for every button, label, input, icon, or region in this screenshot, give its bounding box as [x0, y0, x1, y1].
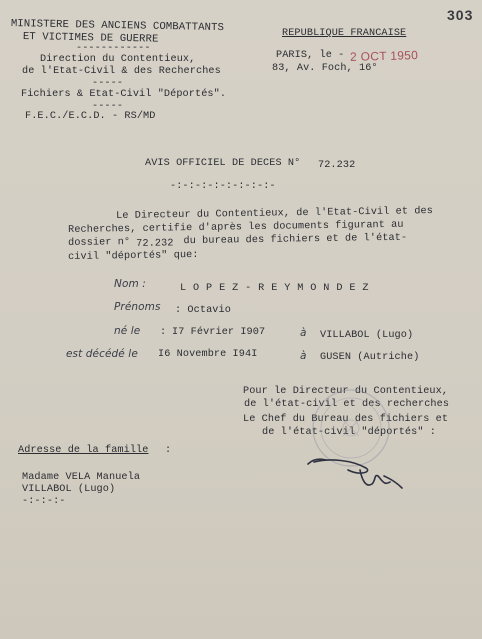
- official-seal-icon: [313, 390, 389, 466]
- birth-label: né le: [114, 325, 141, 337]
- title-separator: -:-:-:-:-:-:-:-:-: [170, 181, 276, 192]
- birth-place: VILLABOL (Lugo): [320, 330, 414, 341]
- prenoms-label: Prénoms: [114, 301, 161, 313]
- direction-line-2: de l'Etat-Civil & des Recherches: [22, 66, 221, 77]
- signature-line-4: de l'état-civil "déportés" :: [262, 427, 436, 438]
- page-number: 303: [447, 7, 474, 23]
- dossier-number: 72.232: [136, 238, 174, 250]
- header-rule-2: -----: [92, 78, 124, 89]
- body-line-4: civil "déportés" que:: [68, 249, 199, 263]
- death-date: I6 Novembre I94I: [158, 349, 258, 360]
- date-stamp: 2 OCT 1950: [349, 48, 419, 64]
- header-rule-1: ------------: [76, 43, 151, 54]
- birth-colon: :: [160, 327, 167, 338]
- death-notice-number: 72.232: [318, 160, 356, 171]
- body-line-2: Recherches, certifie d'après les documents figurant au: [68, 219, 404, 236]
- ministry-line-2: ET VICTIMES DE GUERRE: [22, 31, 159, 46]
- signature-line-2: de l'état-civil et des recherches: [244, 399, 450, 410]
- family-heading: Adresse de la famille: [18, 445, 149, 456]
- family-end-mark: -:-:-:-: [22, 496, 66, 507]
- republic-heading: REPUBLIQUE FRANCAISE: [282, 28, 407, 39]
- body-line-3-prefix: dossier n°: [68, 237, 131, 249]
- birth-place-prep: à: [300, 327, 307, 339]
- nom-value: L O P E Z - R E Y M O N D E Z: [180, 283, 369, 294]
- ministry-line-1: MINISTERE DES ANCIENS COMBATTANTS: [10, 18, 225, 35]
- death-place-prep: à: [300, 350, 307, 362]
- reference-code: F.E.C./E.C.D. - RS/MD: [25, 111, 156, 122]
- office-address: 83, Av. Foch, 16°: [272, 63, 378, 74]
- signature-line-1: Pour le Directeur du Contentieux,: [243, 386, 449, 397]
- body-line-1: Le Directeur du Contentieux, de l'Etat-Civil et des: [116, 206, 434, 222]
- birth-date: I7 Février I907: [172, 327, 266, 338]
- header-rule-3: -----: [92, 101, 124, 112]
- prenoms-value: : Octavio: [175, 305, 231, 316]
- document-title: AVIS OFFICIEL DE DECES N°: [145, 158, 301, 169]
- signature-line-3: Le Chef du Bureau des fichiers et: [243, 414, 449, 425]
- handwritten-signature-icon: [308, 459, 402, 488]
- death-place: GUSEN (Autriche): [320, 352, 420, 363]
- family-heading-colon: :: [165, 445, 172, 456]
- place-prefix: PARIS, le -: [276, 50, 345, 61]
- family-place: VILLABOL (Lugo): [22, 484, 116, 495]
- death-prefix: est décédé le: [66, 348, 138, 360]
- direction-line-1: Direction du Contentieux,: [40, 54, 196, 65]
- family-name: Madame VELA Manuela: [22, 472, 141, 483]
- fichiers-line: Fichiers & Etat-Civil "Déportés".: [21, 89, 227, 100]
- nom-label: Nom :: [114, 278, 146, 290]
- body-line-3-suffix: du bureau des fichiers et de l'état-: [183, 232, 408, 248]
